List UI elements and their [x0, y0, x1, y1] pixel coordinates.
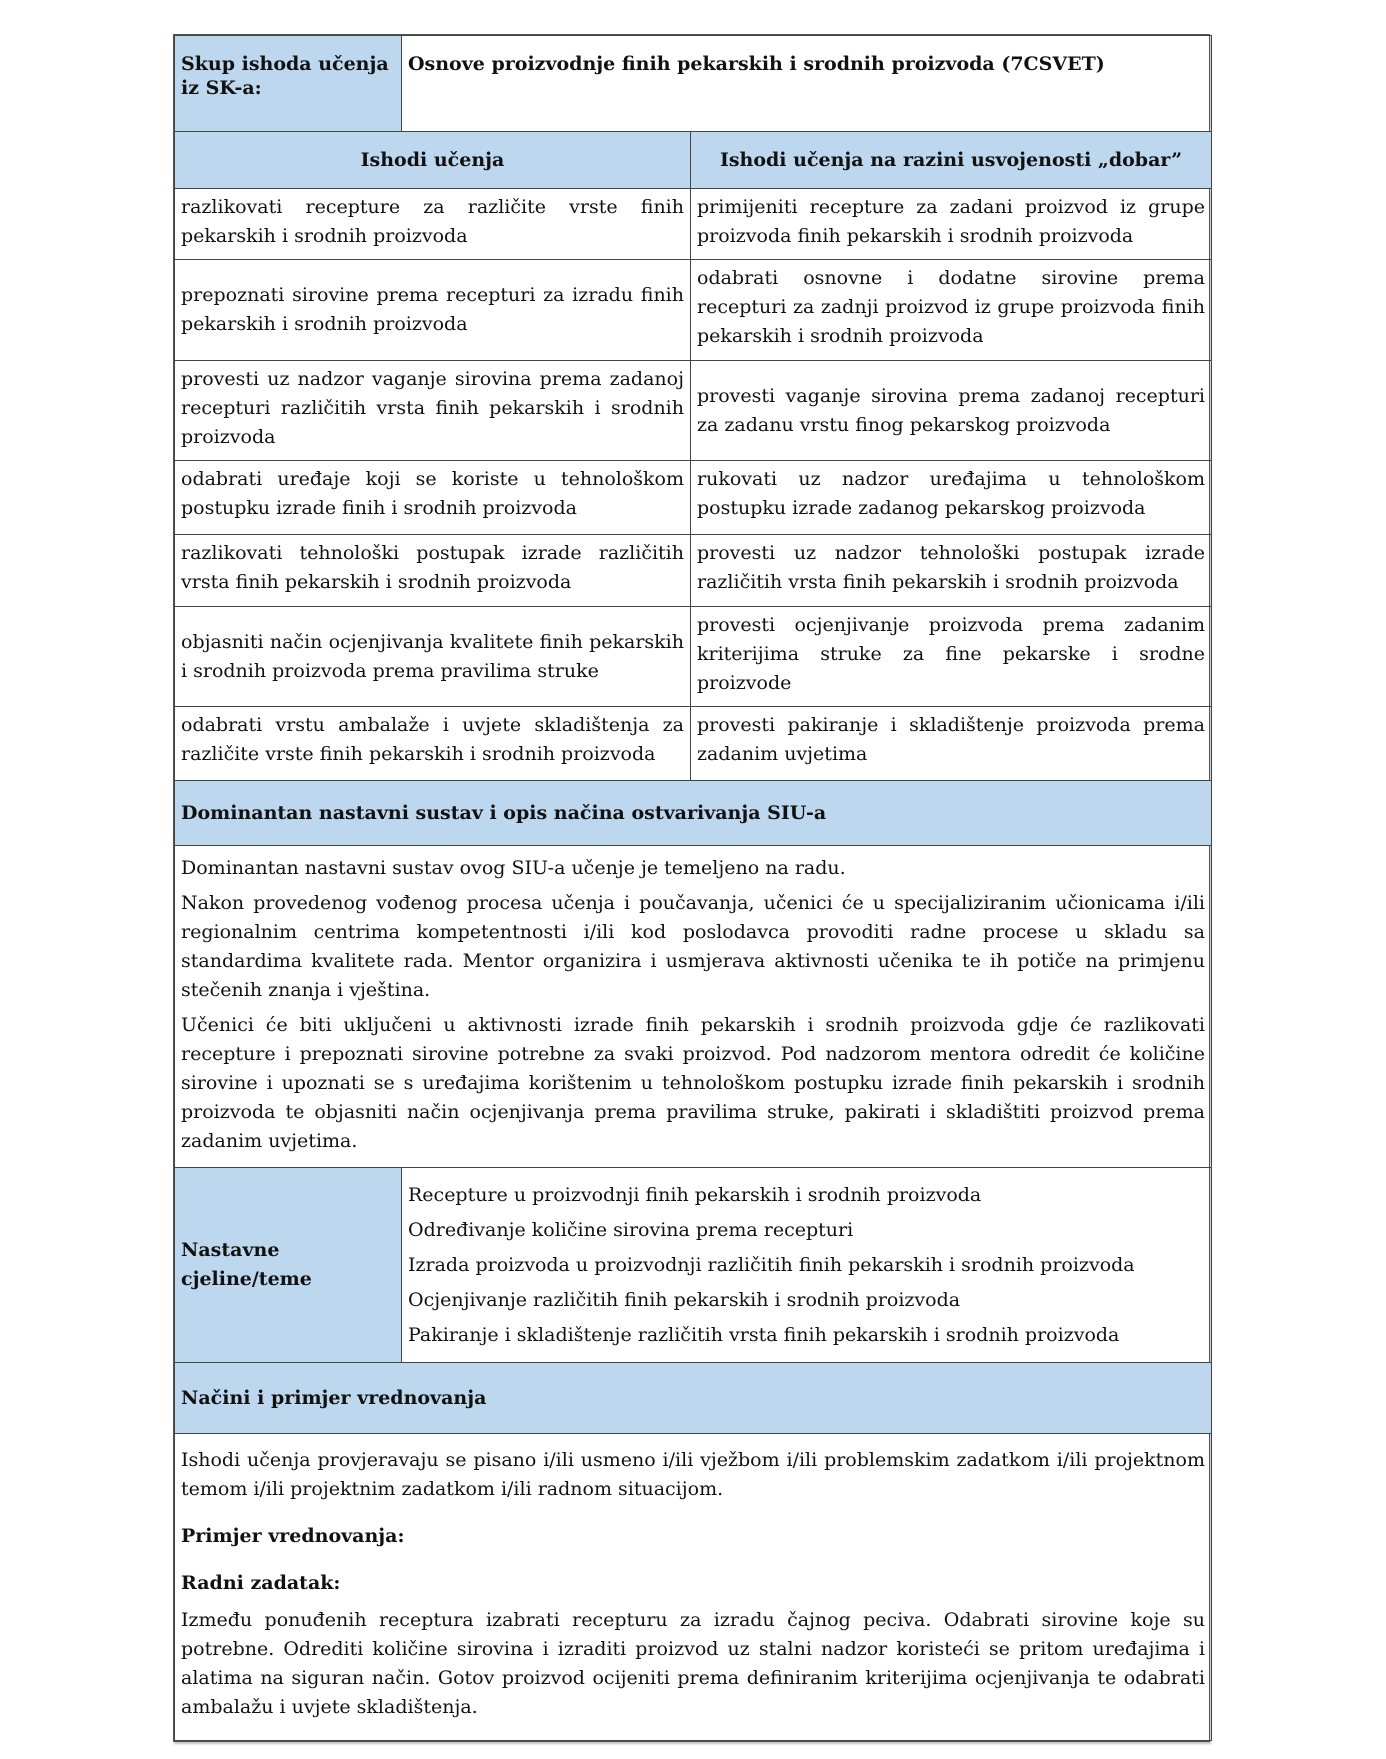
good-level-cell: provesti ocjenjivanje proizvoda prema zadanim kriterijima struke za fine pekarske i srodne proizvode	[691, 607, 1212, 707]
topic-item: Recepture u proizvodnji finih pekarskih i srodnih proizvoda	[408, 1183, 982, 1206]
curriculum-document	[173, 34, 1210, 1742]
task-text: Između ponuđenih receptura izabrati recepturu za izradu čajnog peciva. Odabrati sirovine koje su potrebne. Odrediti količine sirovina i izraditi proizvod uz stalni nadzor koristeći se pritom uređajima i alatima na siguran način. Gotov proizvod ocijeniti prema definiranim kriterijima ocjenjivanja te odabrati ambalažu i uvjete skladištenja.	[181, 1609, 1205, 1718]
good-level-cell: rukovati uz nadzor uređajima u tehnološkom postupku izrade zadanog pekarskog proizvoda	[691, 461, 1212, 535]
evaluation-example-label: Primjer vrednovanja:	[181, 1525, 405, 1547]
column-header-good-level: Ishodi učenja na razini usvojenosti „dobar”	[691, 132, 1212, 189]
teaching-paragraph: Učenici će biti uključeni u aktivnosti izrade finih pekarskih i srodnih proizvoda gdje će razlikovati recepture i prepoznati sirovine potrebne za svaki proizvod. Pod nadzorom mentora odredit će količine sirovine i upoznati se s uređajima korištenim u tehnološkom postupku izrade finih pekarskih i srodnih proizvoda te objasniti način ocjenjivanja prema pravilima struke, pakirati i skladištiti proizvod prema zadanim uvjetima.	[181, 1014, 1205, 1152]
set-label-cell	[175, 36, 402, 132]
outcomes-table	[174, 35, 1212, 1741]
teaching-paragraph: Nakon provedenog vođenog procesa učenja i poučavanja, učenici će u specijaliziranim učionicama i/ili regionalnim centrima kompetentnosti i/ili kod poslodavca provoditi radne procese u skladu sa standardima kvalitete rada. Mentor organizira i usmjerava aktivnosti učenika te ih potiče na primjenu stečenih znanja i vještina.	[181, 892, 1205, 1001]
teaching-system-heading: Dominantan nastavni sustav i opis načina ostvarivanja SIU-a	[175, 781, 1212, 846]
teaching-system-body	[175, 846, 1212, 1168]
good-level-cell: provesti vaganje sirovina prema zadanoj recepturi za zadanu vrstu finog pekarskog proizvoda	[691, 361, 1212, 461]
topic-item: Izrada proizvoda u proizvodnji različitih finih pekarskih i srodnih proizvoda	[408, 1253, 1135, 1276]
outcome-cell: razlikovati recepture za različite vrste finih pekarskih i srodnih proizvoda	[175, 189, 691, 260]
topic-item: Pakiranje i skladištenje različitih vrsta finih pekarskih i srodnih proizvoda	[408, 1323, 1120, 1346]
good-level-cell: primijeniti recepture za zadani proizvod iz grupe proizvoda finih pekarskih i srodnih proizvoda	[691, 189, 1212, 260]
set-title-cell	[402, 36, 1212, 132]
table-row	[175, 607, 1212, 707]
evaluation-body	[175, 1434, 1212, 1741]
set-label: Skup ishoda učenja iz SK-a:	[181, 53, 389, 99]
column-header-outcomes: Ishodi učenja	[175, 132, 691, 189]
table-row	[175, 361, 1212, 461]
topic-item: Određivanje količine sirovina prema recepturi	[408, 1218, 854, 1241]
good-level-cell: odabrati osnovne i dodatne sirovine prema recepturi za zadnji proizvod iz grupe proizvoda finih pekarskih i srodnih proizvoda	[691, 260, 1212, 361]
set-title: Osnove proizvodnje finih pekarskih i srodnih proizvoda (7CSVET)	[408, 53, 1105, 75]
table-row	[175, 707, 1212, 781]
topics-label: Nastavne cjeline/teme	[175, 1168, 402, 1363]
outcome-cell: prepoznati sirovine prema recepturi za izradu finih pekarskih i srodnih proizvoda	[175, 260, 691, 361]
table-row	[175, 189, 1212, 260]
table-row	[175, 535, 1212, 607]
topics-list	[402, 1168, 1212, 1363]
good-level-cell: provesti pakiranje i skladištenje proizvoda prema zadanim uvjetima	[691, 707, 1212, 781]
good-level-cell: provesti uz nadzor tehnološki postupak izrade različitih vrsta finih pekarskih i srodnih proizvoda	[691, 535, 1212, 607]
outcome-cell: odabrati vrstu ambalaže i uvjete skladištenja za različite vrste finih pekarskih i srodnih proizvoda	[175, 707, 691, 781]
outcome-cell: odabrati uređaje koji se koriste u tehnološkom postupku izrade finih i srodnih proizvoda	[175, 461, 691, 535]
outcome-cell: razlikovati tehnološki postupak izrade različitih vrsta finih pekarskih i srodnih proizvoda	[175, 535, 691, 607]
outcome-cell: provesti uz nadzor vaganje sirovina prema zadanoj recepturi različitih vrsta finih pekarskih i srodnih proizvoda	[175, 361, 691, 461]
table-row	[175, 260, 1212, 361]
outcome-cell: objasniti način ocjenjivanja kvalitete finih pekarskih i srodnih proizvoda prema pravilima struke	[175, 607, 691, 707]
teaching-paragraph: Dominantan nastavni sustav ovog SIU-a učenje je temeljeno na radu.	[181, 857, 846, 879]
topic-item: Ocjenjivanje različitih finih pekarskih i srodnih proizvoda	[408, 1288, 961, 1311]
table-row	[175, 461, 1212, 535]
task-label: Radni zadatak:	[181, 1572, 341, 1594]
evaluation-intro: Ishodi učenja provjeravaju se pisano i/ili usmeno i/ili vježbom i/ili problemskim zadatkom i/ili projektnom temom i/ili projektnim zadatkom i/ili radnom situacijom.	[181, 1449, 1205, 1500]
evaluation-heading: Načini i primjer vrednovanja	[175, 1363, 1212, 1434]
